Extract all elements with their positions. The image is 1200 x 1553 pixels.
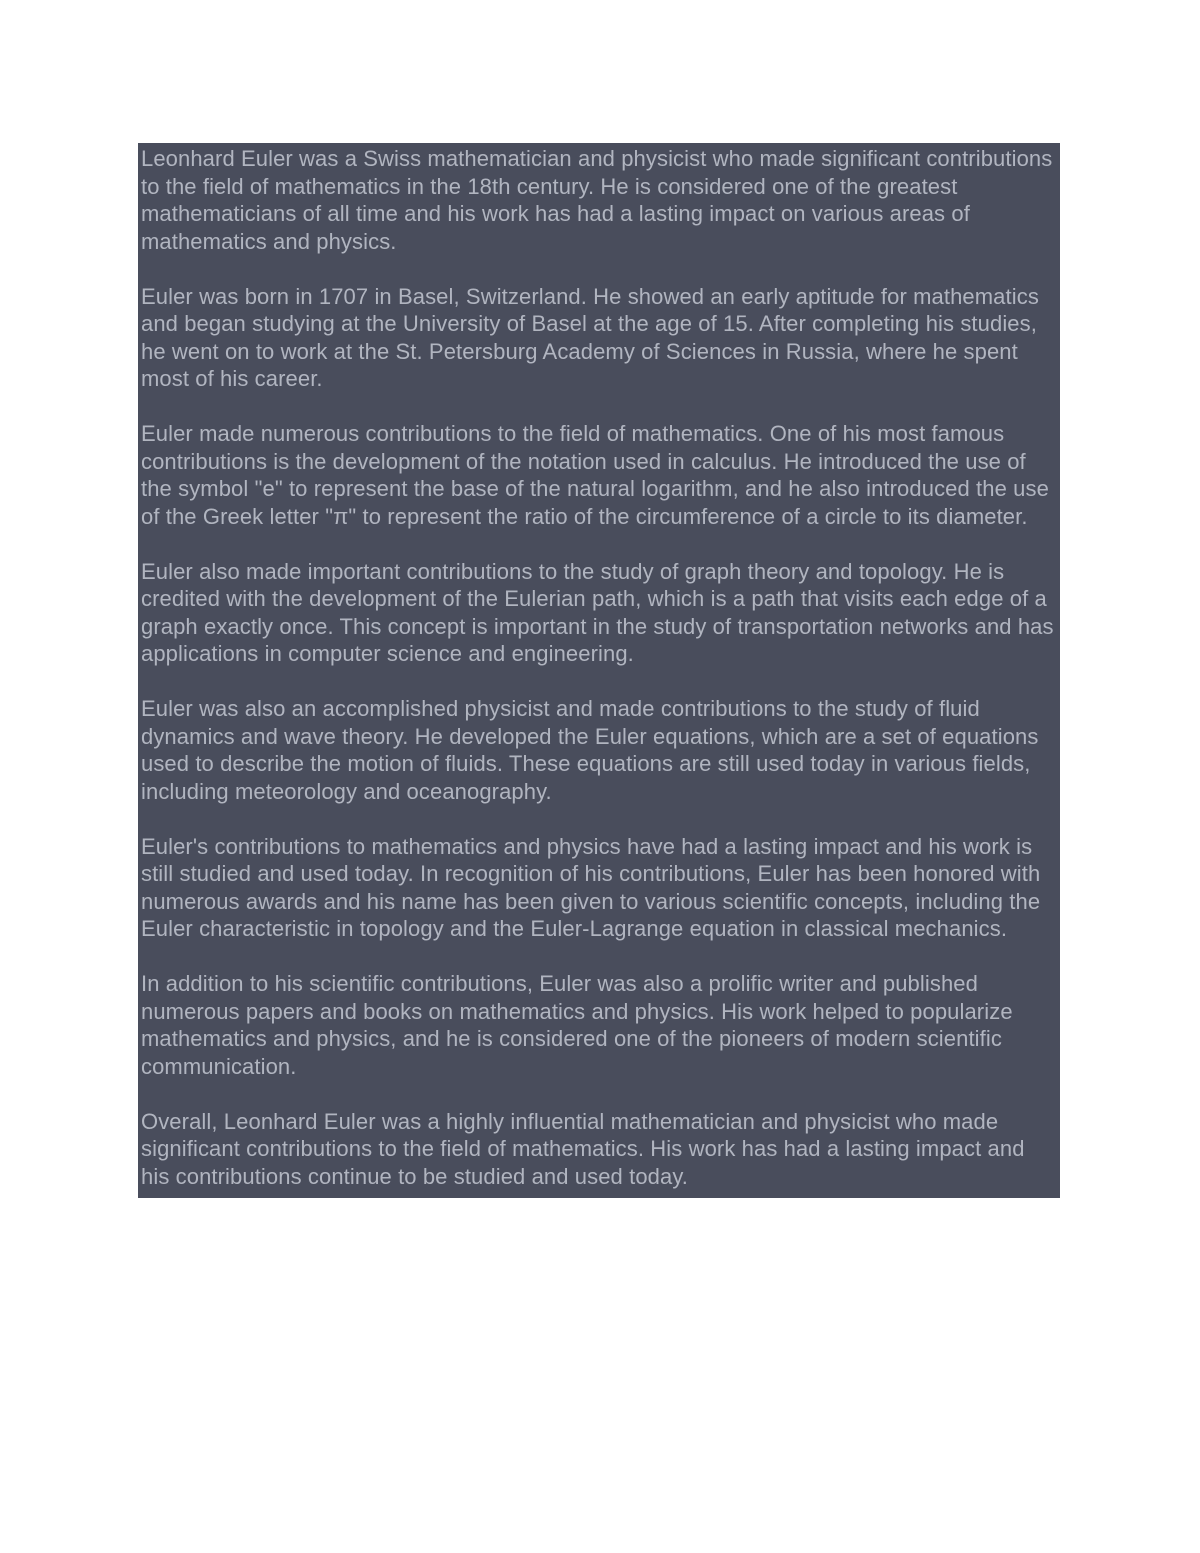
paragraph-graph-theory: Euler also made important contributions to the study of graph theory and topology. He is credited with the development of the Eulerian path, which is a path that visits each edge of a graph exactly once. This concept is important in the study of transportation networks and has applications in computer science and engineering.: [141, 558, 1054, 666]
paragraph-math-contributions: Euler made numerous contributions to the field of mathematics. One of his most famous contributions is the development of the notation used in calculus. He introduced the use of the symbol "e" to represent the base of the natural logarithm, and he also introduced the use of the Greek letter "π" to represent the ratio of the circumference of a circle to its diameter.: [141, 421, 1049, 529]
paragraph-legacy: Euler's contributions to mathematics and physics have had a lasting impact and his work is still studied and used today. In recognition of his contributions, Euler has been honored with numerous awards and his name has been given to various scientific concepts, including the Euler characteristic in topology and the Euler-Lagrange equation in classical mechanics.: [141, 833, 1041, 941]
paragraph-writing: In addition to his scientific contributions, Euler was also a prolific writer and published numerous papers and books on mathematics and physics. His work helped to popularize mathematics and physics, and he is considered one of the pioneers of modern scientific communication.: [141, 971, 1013, 1079]
paragraph-birth-education: Euler was born in 1707 in Basel, Switzerland. He showed an early aptitude for mathematics and began studying at the University of Basel at the age of 15. After completing his studies, he went on to work at the St. Petersburg Academy of Sciences in Russia, where he spent most of his career.: [141, 283, 1039, 391]
paragraph-physics: Euler was also an accomplished physicist and made contributions to the study of fluid dynamics and wave theory. He developed the Euler equations, which are a set of equations used to describe the motion of fluids. These equations are still used today in various fields, including meteorology and oceanography.: [141, 696, 1039, 804]
paragraph-intro: Leonhard Euler was a Swiss mathematician and physicist who made significant contributions to the field of mathematics in the 18th century. He is considered one of the greatest mathematicians of all time and his work has had a lasting impact on various areas of mathematics and physics.: [141, 146, 1053, 254]
paragraph-conclusion: Overall, Leonhard Euler was a highly influential mathematician and physicist who made significant contributions to the field of mathematics. His work has had a lasting impact and his contributions continue to be studied and used today.: [141, 1108, 1025, 1189]
selected-text-block: [138, 143, 1060, 1198]
